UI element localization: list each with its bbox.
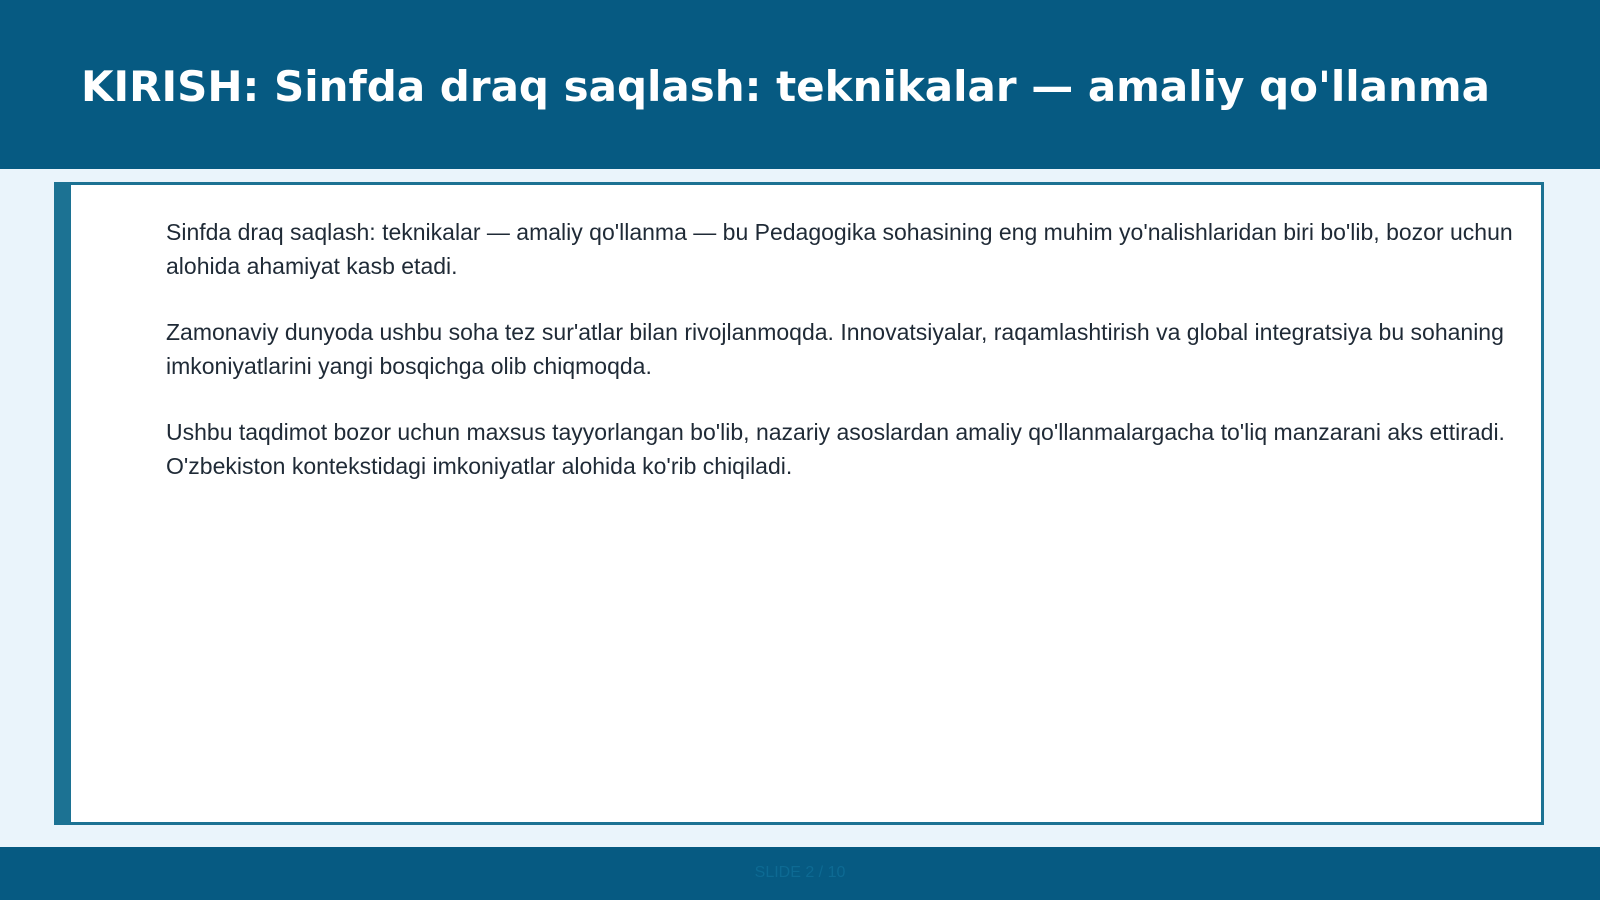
content-panel: [54, 182, 1544, 825]
slide-header: [0, 0, 1600, 169]
paragraph-presentation-scope: Ushbu taqdimot bozor uchun maxsus tayyorlangan bo'lib, nazariy asoslardan amaliy qo'llanmalargacha to'liq manzarani aks ettiradi. O'zbekiston kontekstidagi imkoniyatlar alohida ko'rib chiqiladi.: [166, 419, 1505, 479]
paragraph-modern-world: Zamonaviy dunyoda ushbu soha tez sur'atlar bilan rivojlanmoqda. Innovatsiyalar, raqamlashtirish va global integratsiya bu sohaning imkoniyatlarini yangi bosqichga olib chiqmoqda.: [166, 319, 1504, 379]
slide-title: KIRISH: Sinfda draq saqlash: teknikalar — amaliy qo'llanma: [81, 62, 1490, 111]
slide-number: SLIDE 2 / 10: [754, 864, 846, 881]
slide-footer: [0, 847, 1600, 900]
paragraph-intro: Sinfda draq saqlash: teknikalar — amaliy qo'llanma — bu Pedagogika sohasining eng muhim yo'nalishlaridan biri bo'lib, bozor uchun alohida ahamiyat kasb etadi.: [166, 219, 1513, 279]
content-text: [166, 215, 1536, 515]
